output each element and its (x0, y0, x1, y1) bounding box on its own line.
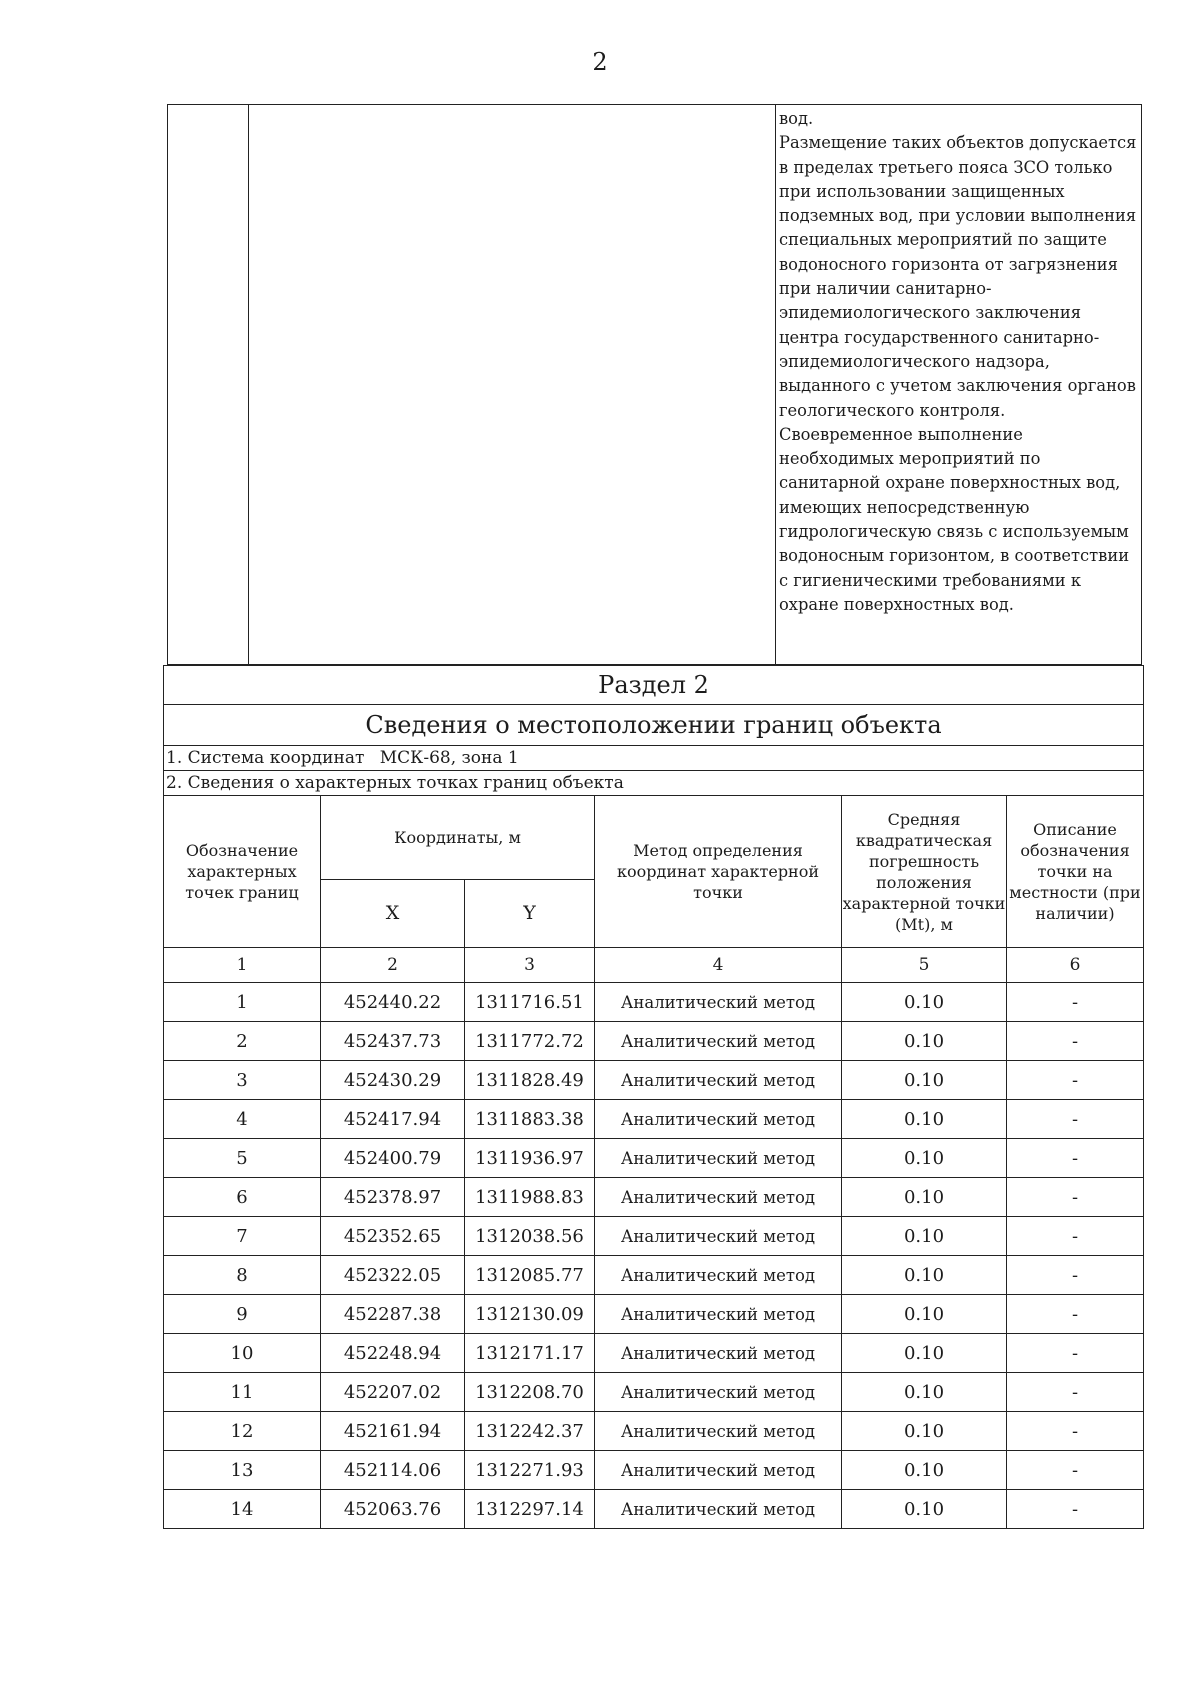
method: Аналитический метод (595, 1373, 842, 1412)
error-value: 0.10 (842, 1373, 1007, 1412)
point-description: - (1007, 1412, 1144, 1451)
method: Аналитический метод (595, 1022, 842, 1061)
point-number: 13 (164, 1451, 321, 1490)
point-number: 7 (164, 1217, 321, 1256)
method: Аналитический метод (595, 983, 842, 1022)
header-y: Y (465, 880, 595, 948)
method: Аналитический метод (595, 1295, 842, 1334)
point-description: - (1007, 1256, 1144, 1295)
column-number: 6 (1007, 948, 1144, 983)
method: Аналитический метод (595, 1451, 842, 1490)
point-description: - (1007, 1451, 1144, 1490)
column-number: 1 (164, 948, 321, 983)
method: Аналитический метод (595, 1334, 842, 1373)
table-row (164, 1373, 1144, 1412)
x-coordinate: 452417.94 (321, 1100, 465, 1139)
point-number: 12 (164, 1412, 321, 1451)
x-coordinate: 452437.73 (321, 1022, 465, 1061)
y-coordinate: 1312208.70 (465, 1373, 595, 1412)
error-value: 0.10 (842, 1490, 1007, 1529)
x-coordinate: 452322.05 (321, 1256, 465, 1295)
header-x: X (321, 880, 465, 948)
error-value: 0.10 (842, 1022, 1007, 1061)
points-info-label: 2. Сведения о характерных точках границ объекта (164, 771, 1144, 796)
section-title: Раздел 2 (164, 666, 1144, 705)
point-description: - (1007, 1334, 1144, 1373)
method: Аналитический метод (595, 1061, 842, 1100)
point-number: 4 (164, 1100, 321, 1139)
table-row (164, 1139, 1144, 1178)
x-coordinate: 452352.65 (321, 1217, 465, 1256)
table-row (164, 1217, 1144, 1256)
continuation-text-cell (776, 105, 1141, 664)
y-coordinate: 1311716.51 (465, 983, 595, 1022)
y-coordinate: 1312038.56 (465, 1217, 595, 1256)
error-value: 0.10 (842, 1412, 1007, 1451)
x-coordinate: 452430.29 (321, 1061, 465, 1100)
point-description: - (1007, 1061, 1144, 1100)
y-coordinate: 1311828.49 (465, 1061, 595, 1100)
point-number: 2 (164, 1022, 321, 1061)
x-coordinate: 452248.94 (321, 1334, 465, 1373)
error-value: 0.10 (842, 1451, 1007, 1490)
y-coordinate: 1312297.14 (465, 1490, 595, 1529)
method: Аналитический метод (595, 1217, 842, 1256)
x-coordinate: 452378.97 (321, 1178, 465, 1217)
error-value: 0.10 (842, 983, 1007, 1022)
y-coordinate: 1311883.38 (465, 1100, 595, 1139)
error-value: 0.10 (842, 1061, 1007, 1100)
coordinate-system-label: 1. Система координат (166, 748, 365, 768)
continuation-cell-empty-2 (249, 105, 776, 664)
point-description: - (1007, 983, 1144, 1022)
method: Аналитический метод (595, 1256, 842, 1295)
error-value: 0.10 (842, 1217, 1007, 1256)
point-description: - (1007, 1295, 1144, 1334)
y-coordinate: 1312271.93 (465, 1451, 595, 1490)
method: Аналитический метод (595, 1139, 842, 1178)
continuation-paragraph: вод. (779, 109, 814, 128)
y-coordinate: 1311988.83 (465, 1178, 595, 1217)
point-number: 9 (164, 1295, 321, 1334)
y-coordinate: 1311936.97 (465, 1139, 595, 1178)
point-description: - (1007, 1178, 1144, 1217)
continuation-cell-empty-1 (168, 105, 249, 664)
header-designation: Обозначение характерных точек границ (164, 796, 321, 948)
point-description: - (1007, 1022, 1144, 1061)
header-error: Средняя квадратическая погрешность положения характерной точки (Mt), м (842, 796, 1007, 948)
header-description: Описание обозначения точки на местности (при наличии) (1007, 796, 1144, 948)
y-coordinate: 1311772.72 (465, 1022, 595, 1061)
boundary-points-table (163, 665, 1144, 1529)
error-value: 0.10 (842, 1256, 1007, 1295)
table-row (164, 1334, 1144, 1373)
point-number: 14 (164, 1490, 321, 1529)
y-coordinate: 1312085.77 (465, 1256, 595, 1295)
section-subtitle: Сведения о местоположении границ объекта (164, 705, 1144, 746)
coordinate-system-value: МСК-68, зона 1 (379, 748, 519, 768)
table-row (164, 1061, 1144, 1100)
x-coordinate: 452440.22 (321, 983, 465, 1022)
page-number: 2 (592, 48, 608, 76)
table-row (164, 1256, 1144, 1295)
y-coordinate: 1312130.09 (465, 1295, 595, 1334)
method: Аналитический метод (595, 1100, 842, 1139)
table-row (164, 1178, 1144, 1217)
table-row (164, 1451, 1144, 1490)
point-number: 3 (164, 1061, 321, 1100)
error-value: 0.10 (842, 1295, 1007, 1334)
table-row (164, 1295, 1144, 1334)
column-number: 2 (321, 948, 465, 983)
point-number: 11 (164, 1373, 321, 1412)
table-body (164, 983, 1144, 1529)
column-number: 4 (595, 948, 842, 983)
column-number: 5 (842, 948, 1007, 983)
header-method: Метод определения координат характерной точки (595, 796, 842, 948)
point-number: 1 (164, 983, 321, 1022)
y-coordinate: 1312171.17 (465, 1334, 595, 1373)
x-coordinate: 452287.38 (321, 1295, 465, 1334)
point-number: 8 (164, 1256, 321, 1295)
point-description: - (1007, 1217, 1144, 1256)
point-number: 6 (164, 1178, 321, 1217)
x-coordinate: 452063.76 (321, 1490, 465, 1529)
coordinate-system-row (164, 746, 1144, 771)
point-description: - (1007, 1139, 1144, 1178)
method: Аналитический метод (595, 1178, 842, 1217)
continuation-paragraph: Размещение таких объектов допускается в пределах третьего пояса ЗСО только при использовании защищенных подземных вод, при условии выполнения специальных мероприятий по защите водоносного горизонта от загрязнения при наличии санитарно-эпидемиологического заключения центра государственного санитарно-эпидемиологического надзора, выданного с учетом заключения органов геологического контроля. (779, 133, 1137, 420)
point-number: 10 (164, 1334, 321, 1373)
point-description: - (1007, 1373, 1144, 1412)
x-coordinate: 452207.02 (321, 1373, 465, 1412)
error-value: 0.10 (842, 1100, 1007, 1139)
column-numbers-row (164, 948, 1144, 983)
table-row (164, 983, 1144, 1022)
y-coordinate: 1312242.37 (465, 1412, 595, 1451)
table-row (164, 1412, 1144, 1451)
header-coordinates: Координаты, м (321, 796, 595, 880)
continuation-paragraph: Своевременное выполнение необходимых мероприятий по санитарной охране поверхностных вод, имеющих непосредственную гидрологическую связь с используемым водоносным горизонтом, в соответствии с гигиеническими требованиями к охране поверхностных вод. (779, 424, 1130, 614)
error-value: 0.10 (842, 1178, 1007, 1217)
column-number: 3 (465, 948, 595, 983)
method: Аналитический метод (595, 1490, 842, 1529)
error-value: 0.10 (842, 1139, 1007, 1178)
table-row (164, 1100, 1144, 1139)
point-description: - (1007, 1490, 1144, 1529)
method: Аналитический метод (595, 1412, 842, 1451)
x-coordinate: 452161.94 (321, 1412, 465, 1451)
point-number: 5 (164, 1139, 321, 1178)
error-value: 0.10 (842, 1334, 1007, 1373)
table-row (164, 1022, 1144, 1061)
x-coordinate: 452400.79 (321, 1139, 465, 1178)
table-row (164, 1490, 1144, 1529)
continuation-table (167, 104, 1142, 665)
point-description: - (1007, 1100, 1144, 1139)
x-coordinate: 452114.06 (321, 1451, 465, 1490)
